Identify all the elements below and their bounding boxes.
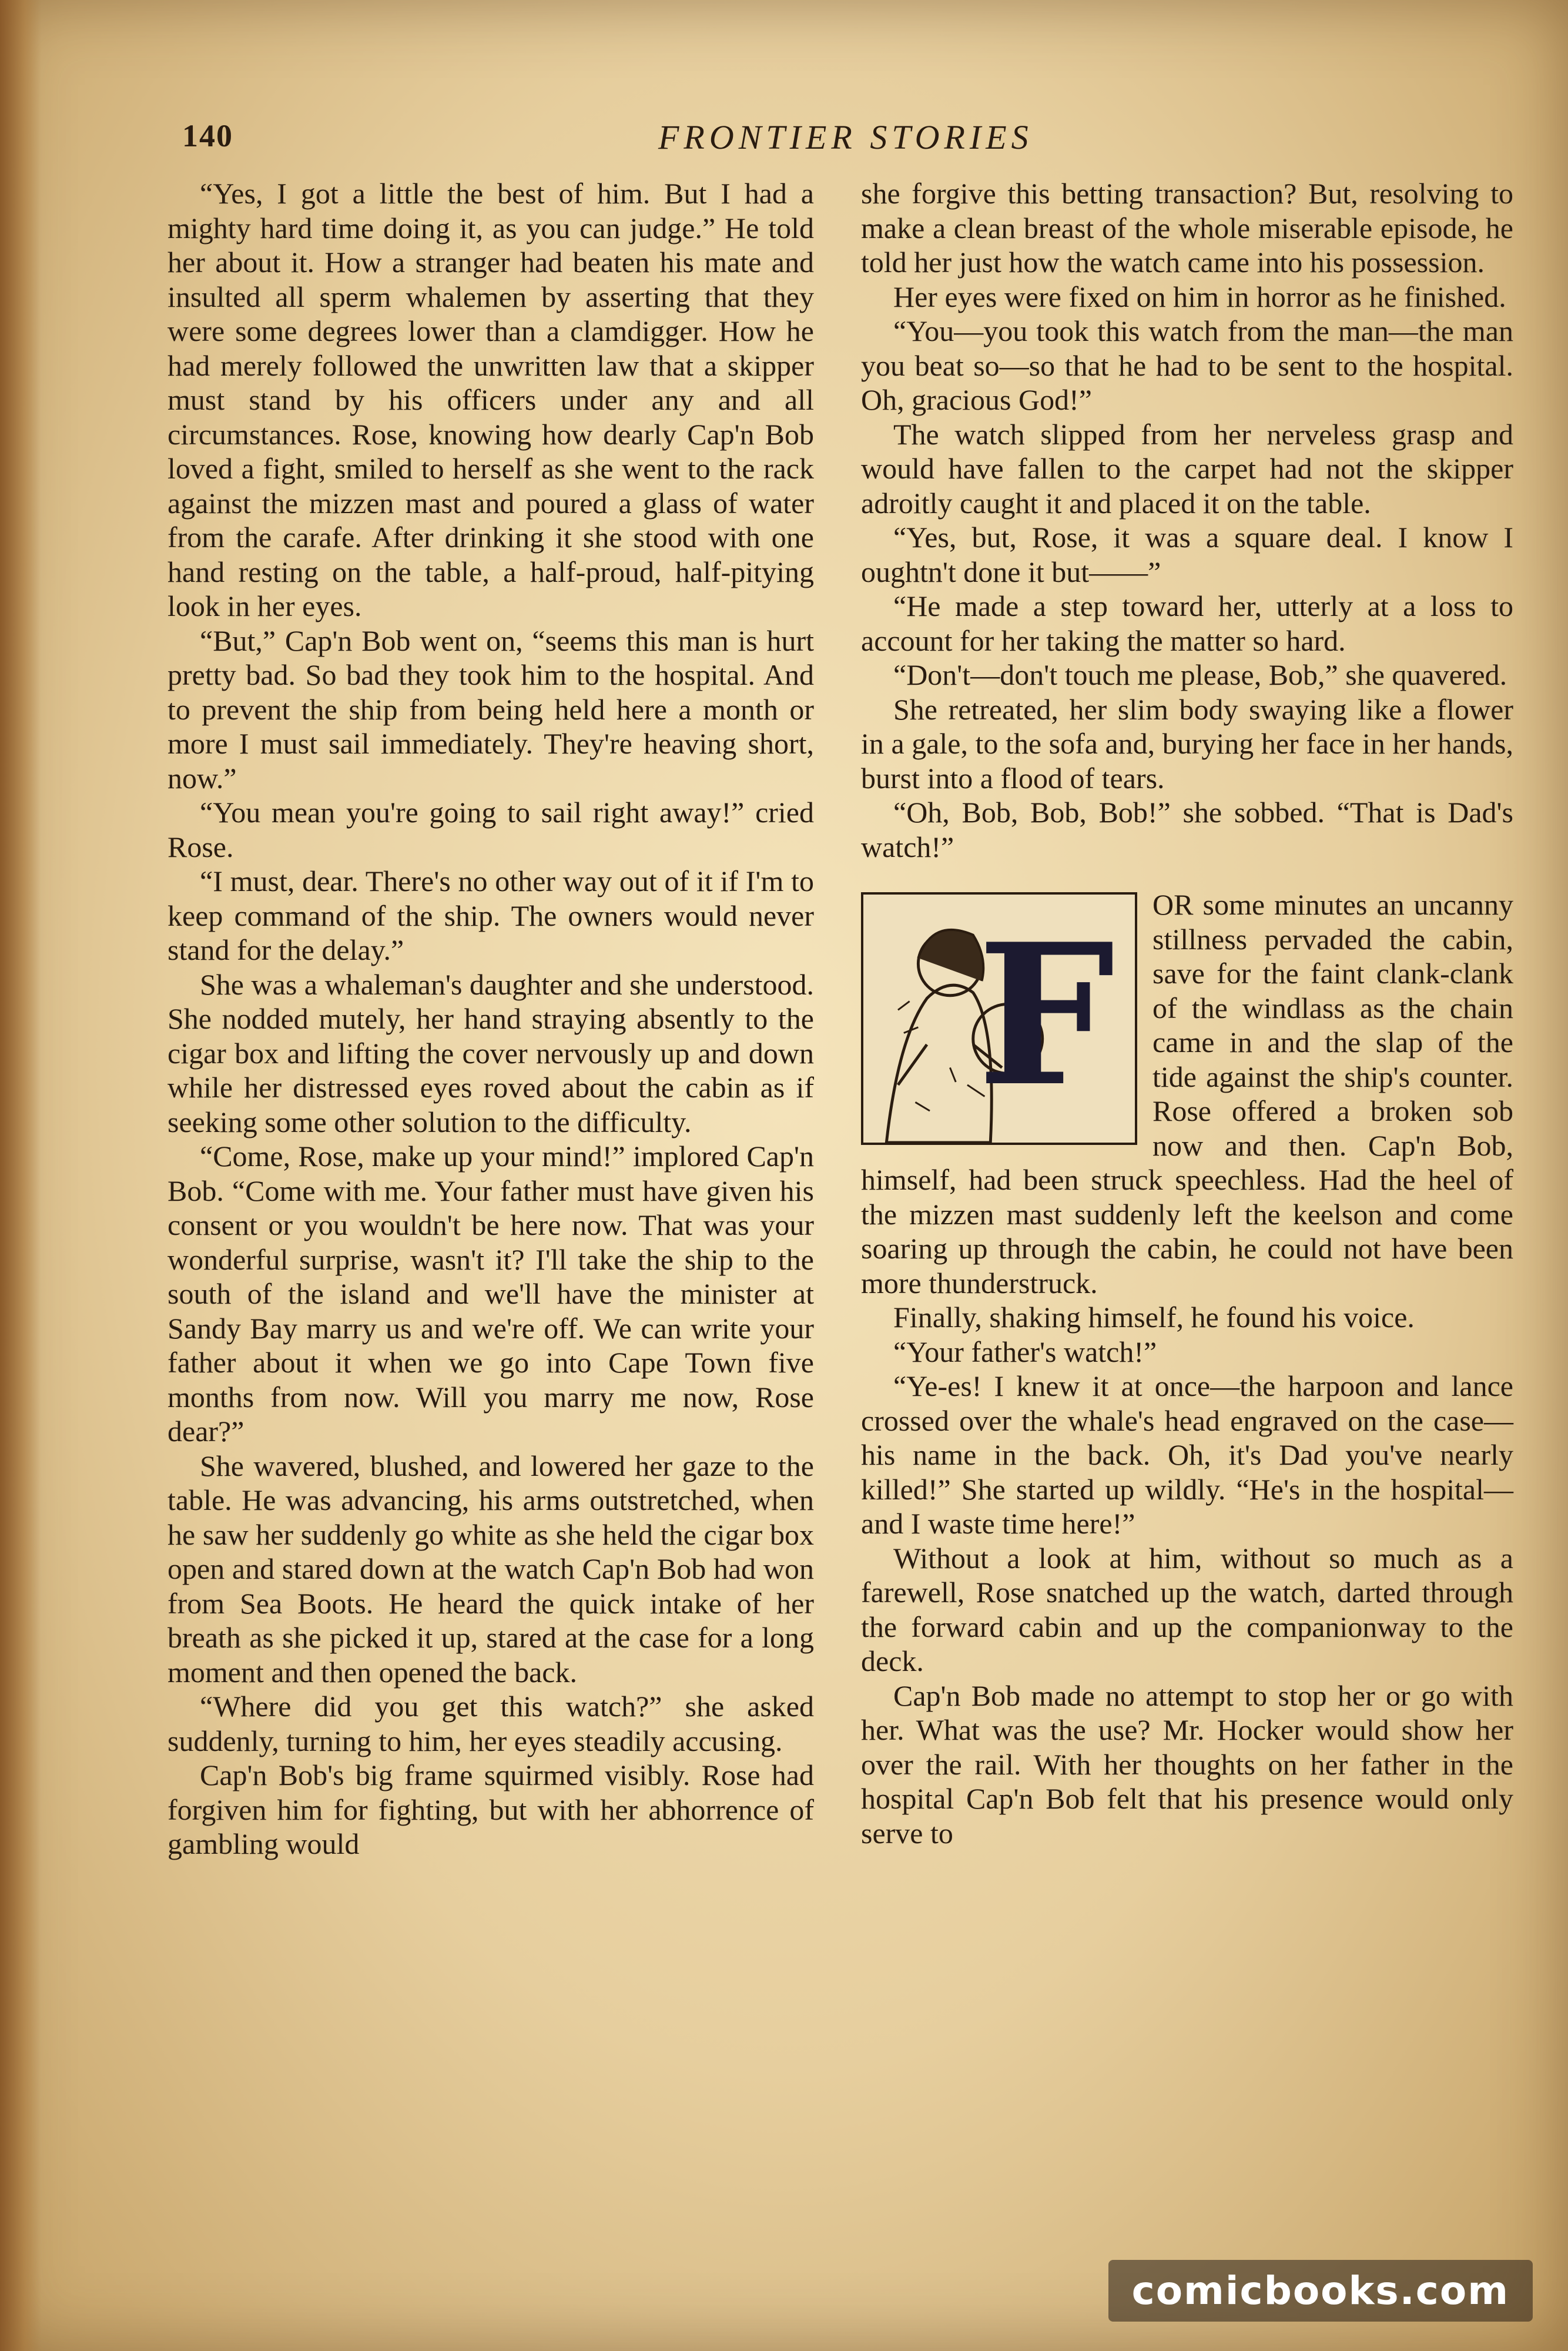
dropcap-paragraph: OR some minutes an uncanny stillness pervaded the cabin, save for the faint clank-clank of the windlass as the chain came in and the slap of the tide against the ship's counter. Rose offered a broken sob now and then. Cap'n Bob, himself, had been struck speechless. Had the heel of the mizzen mast suddenly left the keelson and come soaring up through the cabin, he could not have been more thunderstruck. [861,888,1513,1300]
paragraph: She was a whaleman's daughter and she understood. She nodded mutely, her hand straying absently to the cigar box and lifting the cover nervously up and down while her distressed eyes roved about the cabin as if seeking some other solution to the difficulty. [167,967,814,1138]
paragraph: Her eyes were fixed on him in horror as he finished. [893,280,1506,313]
paragraph: She retreated, her slim body swaying like a flower in a gale, to the sofa and, burying her face in her hands, burst into a flood of tears. [861,692,1513,795]
page-spine-shadow [0,0,41,2351]
paragraph: “Ye-es! I knew it at once—the harpoon and lance crossed over the whale's head engraved on the case—his name in the back. Oh, it's Dad you've nearly killed!” She started up wildly. “He's in the hospital—and I waste time here!” [861,1369,1513,1540]
paragraph: Cap'n Bob made no attempt to stop her or go with her. What was the use? Mr. Hocker would show her over the rail. With her thoughts on her father in the hospital Cap'n Bob felt that his presence would only serve to [861,1679,1513,1850]
paragraph: “But,” Cap'n Bob went on, “seems this man is hurt pretty bad. So bad they took him to the hospital. And to prevent the ship from being held here a month or more I must sail immediately. They're heaving short, now.” [167,624,814,795]
paragraph: Cap'n Bob's big frame squirmed visibly. Rose had forgiven him for fighting, but with her abhorrence of gambling would [167,1759,814,1860]
paragraph: “Where did you get this watch?” she asked suddenly, turning to him, her eyes steadily accusing. [167,1690,814,1757]
paragraph: “Yes, I got a little the best of him. But I had a mighty hard time doing it, as you can judge.” He told her about it. How a stranger had beaten his mate and insulted all sperm whalemen by asserting that they were some degrees lower than a clamdigger. How he had merely followed the unwritten law that a skipper must stand by his officers under any and all circumstances. Rose, knowing how dearly Cap'n Bob loved a fight, smiled to herself as she went to the rack against the mizzen mast and poured a glass of water from the carafe. After drinking it she stood with one hand resting on the table, a half-proud, half-pitying look in her eyes. [167,177,814,622]
running-head: FRONTIER STORIES [658,118,1033,156]
site-watermark: comicbooks.com [1108,2260,1533,2322]
paragraph: “Don't—don't touch me please, Bob,” she quavered. [893,658,1507,691]
paragraph: “I must, dear. There's no other way out of it if I'm to keep command of the ship. The owners would never stand for the delay.” [167,865,814,966]
paragraph: “Oh, Bob, Bob, Bob!” she sobbed. “That is Dad's watch!” [861,796,1513,863]
paragraph: “He made a step toward her, utterly at a loss to account for her taking the matter so hard. [861,590,1513,657]
paragraph: “Yes, but, Rose, it was a square deal. I know I oughtn't done it but——” [861,521,1513,588]
illustrated-initial [861,892,1137,1145]
paragraph: She wavered, blushed, and lowered her gaze to the table. He was advancing, his arms outstretched, when he saw her suddenly go white as she held the cigar box open and stared down at the watch Cap'n Bob had won from Sea Boots. He heard the quick intake of her breath as she picked it up, stared at the case for a long moment and then opened the back. [167,1449,814,1689]
paragraph: The watch slipped from her nerveless grasp and would have fallen to the carpet had not the skipper adroitly caught it and placed it on the table. [861,417,1513,520]
paragraph: “You mean you're going to sail right away!” cried Rose. [167,796,814,863]
paragraph: “Come, Rose, make up your mind!” implored Cap'n Bob. “Come with me. Your father must have given his consent or you wouldn't be here now. That was your wonderful surprise, wasn't it? I'll take the ship to the south of the island and we'll have the minister at Sandy Bay marry us and we're off. We can write your father about it when we go into Cape Town five months from now. Will you marry me now, Rose dear?” [167,1140,814,1448]
paragraph: Without a look at him, without so much as a farewell, Rose snatched up the watch, darted through the forward cabin and up the companionway to the deck. [861,1541,1513,1677]
left-column [167,176,814,1861]
page-header [182,118,1334,165]
page-number: 140 [182,118,233,153]
paragraph: “Your father's watch!” [893,1335,1157,1368]
continued-paragraph: she forgive this betting transaction? But, resolving to make a clean breast of the whole miserable episode, he told her just how the watch came into his possession. [861,177,1513,279]
paragraph: “You—you took this watch from the man—the man you beat so—so that he had to be sent to the hospital. Oh, gracious God!” [861,314,1513,416]
paragraph: Finally, shaking himself, he found his voice. [893,1301,1415,1334]
right-column [861,176,1513,1850]
section-break-dropcap [861,888,1513,1300]
dropcap-letter: F [977,901,1115,1129]
